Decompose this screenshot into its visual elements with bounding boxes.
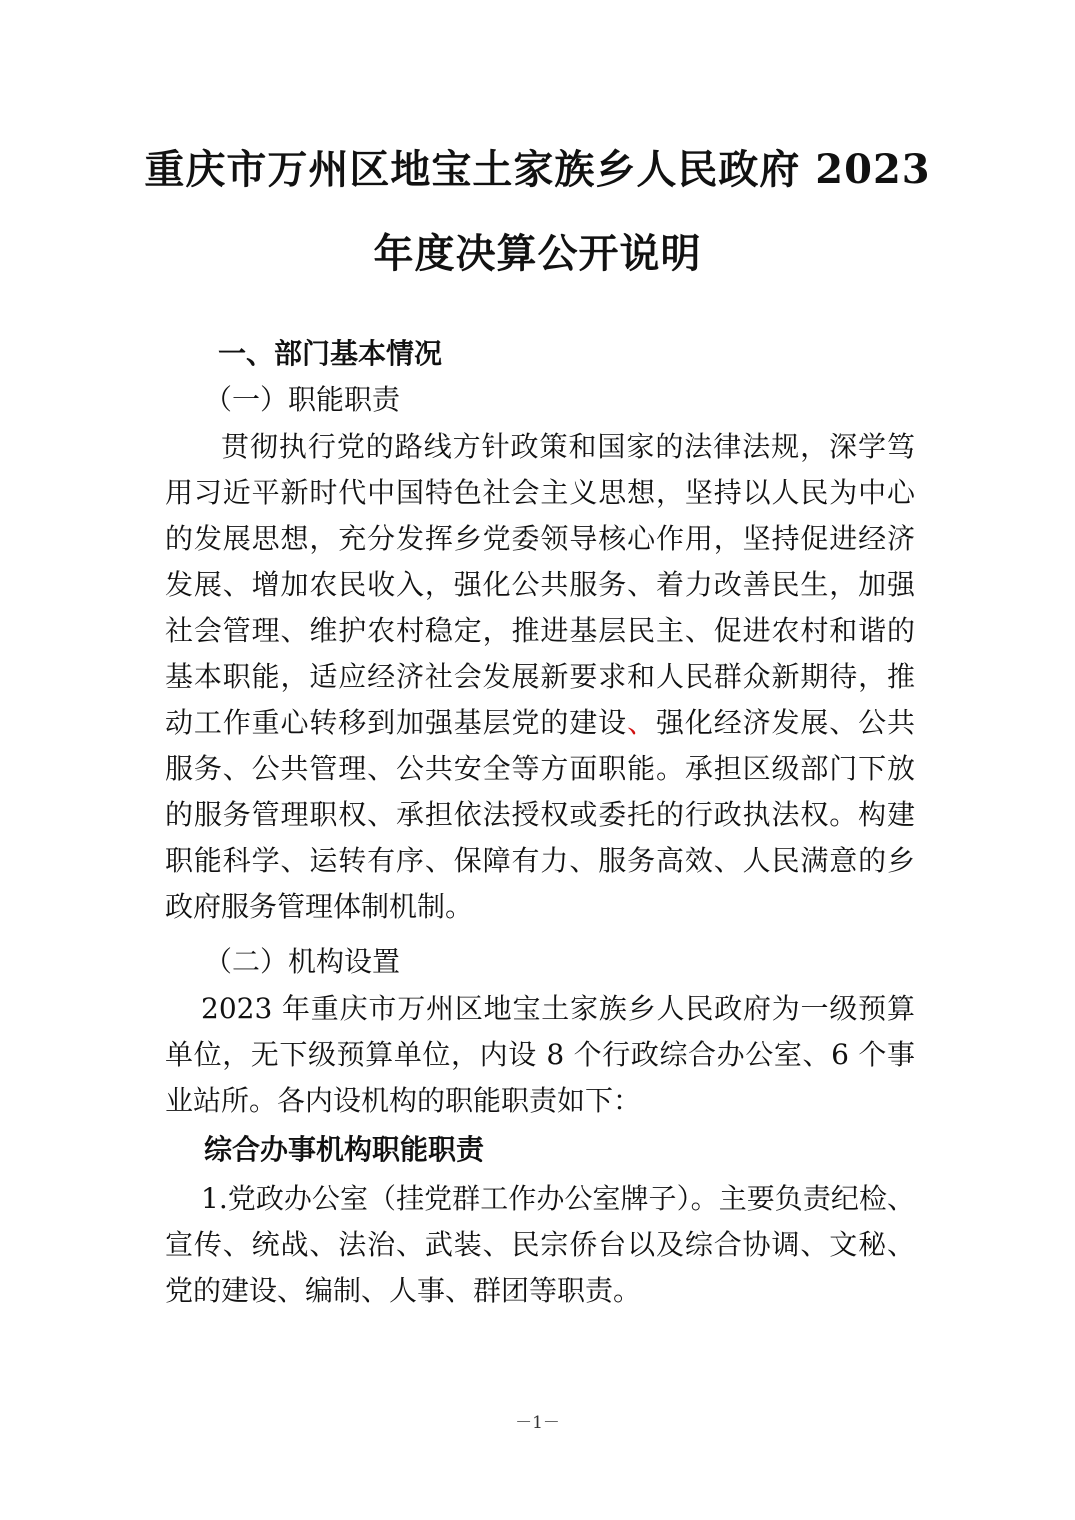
red-punctuation-mark: 、 xyxy=(627,706,656,739)
paragraph-line: 2023 年重庆市万州区地宝土家族乡人民政府为一级预算 xyxy=(201,992,915,1025)
office-item-1-paragraph xyxy=(165,1176,915,1314)
paragraph-line: 的服务管理职权、承担依法授权或委托的行政执法权。构建 xyxy=(165,798,915,831)
subsection-heading-offices: 综合办事机构职能职责 xyxy=(204,1133,485,1166)
paragraph-line: 贯彻执行党的路线方针政策和国家的法律法规，深学笃 xyxy=(221,430,915,463)
functions-paragraph xyxy=(165,424,915,930)
organization-paragraph xyxy=(165,986,915,1124)
paragraph-line: 1.党政办公室（挂党群工作办公室牌子）。主要负责纪检、 xyxy=(201,1182,915,1215)
document-title-line-2: 年度决算公开说明 xyxy=(373,230,702,277)
paragraph-line: 政府服务管理体制机制。 xyxy=(165,890,474,923)
page-number: －1－ xyxy=(515,1413,560,1433)
line-text-part: 动工作重心转移到加强基层党的建设 xyxy=(165,706,628,739)
paragraph-line: 党的建设、编制、人事、群团等职责。 xyxy=(165,1274,642,1307)
paragraph-line: 宣传、统战、法治、武装、民宗侨台以及综合协调、文秘、 xyxy=(165,1228,915,1261)
document-title-line-1: 重庆市万州区地宝土家族乡人民政府 2023 xyxy=(144,146,931,193)
subsection-heading-organization: （二）机构设置 xyxy=(204,945,401,978)
paragraph-line: 业站所。各内设机构的职能职责如下： xyxy=(165,1084,642,1117)
paragraph-line: 单位，无下级预算单位，内设 8 个行政综合办公室、6 个事 xyxy=(165,1038,915,1071)
subsection-heading-functions: （一）职能职责 xyxy=(204,383,401,416)
paragraph-line-with-mark xyxy=(165,700,915,746)
paragraph-line: 社会管理、维护农村稳定，推进基层民主、促进农村和谐的 xyxy=(165,614,915,647)
section-heading-basic-info: 一、部门基本情况 xyxy=(218,337,443,370)
paragraph-line: 基本职能，适应经济社会发展新要求和人民群众新期待，推 xyxy=(165,660,915,693)
paragraph-line: 用习近平新时代中国特色社会主义思想，坚持以人民为中心 xyxy=(165,476,915,509)
paragraph-line: 职能科学、运转有序、保障有力、服务高效、人民满意的乡 xyxy=(165,844,915,877)
paragraph-line: 服务、公共管理、公共安全等方面职能。承担区级部门下放 xyxy=(165,752,915,785)
line-text-part: 强化经济发展、公共 xyxy=(655,706,915,739)
paragraph-line: 发展、增加农民收入，强化公共服务、着力改善民生，加强 xyxy=(165,568,915,601)
paragraph-line: 的发展思想，充分发挥乡党委领导核心作用，坚持促进经济 xyxy=(165,522,915,555)
